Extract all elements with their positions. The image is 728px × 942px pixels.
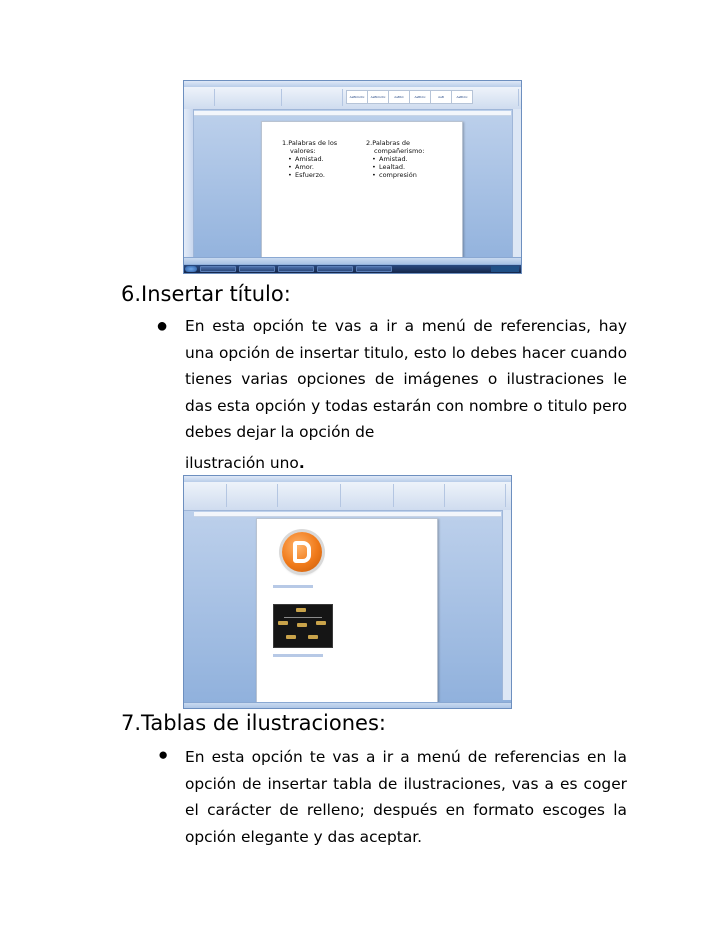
list-item: • Amistad. [379, 155, 456, 163]
vertical-scrollbar[interactable] [512, 109, 521, 257]
concept-map-image [273, 604, 333, 648]
section-6-heading: 6.Insertar título: [121, 282, 291, 306]
taskbar-item[interactable] [356, 266, 392, 272]
section-6-last-words: ilustración uno [185, 453, 299, 472]
col1-heading-line2: valores: [290, 147, 316, 155]
blogger-logo [282, 532, 322, 572]
section-6-text: En esta opción te vas a ir a menú de referencias, hay una opción de insertar titulo, esto lo debes hacer cuando tienes varias opciones de imágenes o ilustraciones le das esta opción y todas estarán con nombre o titulo pero debes dejar la opción de [185, 317, 627, 441]
col2-heading-line1: 2.Palabras de [366, 139, 410, 147]
taskbar-item[interactable] [317, 266, 353, 272]
caption-line [273, 585, 313, 588]
section-6-period: . [298, 453, 305, 472]
screenshot-word-columns [183, 80, 522, 274]
bullet-icon: ● [156, 315, 169, 337]
horizontal-ruler [194, 512, 501, 517]
section-6-last-line [185, 450, 627, 477]
document-page [261, 121, 463, 261]
section-7-heading: 7.Tablas de ilustraciones: [121, 711, 386, 735]
column-2 [366, 139, 456, 179]
ribbon-references-toolbar [184, 482, 511, 511]
windows-taskbar [184, 265, 521, 273]
screenshot-word-captions [183, 475, 512, 709]
col1-heading-line1: 1.Palabras de los [282, 139, 338, 147]
section-7-paragraph: En esta opción te vas a ir a menú de referencias en la opción de insertar tabla de ilustraciones, vas a es coger el carácter de relleno; después en formato escoges la opción elegante y das aceptar. [185, 748, 627, 846]
caption-line [273, 654, 323, 657]
taskbar-item[interactable] [239, 266, 275, 272]
vertical-ruler [184, 109, 194, 257]
start-button-icon[interactable] [185, 266, 197, 272]
document-page [256, 518, 438, 705]
list-item: • compresión [379, 171, 456, 179]
list-item: • Amor. [295, 163, 372, 171]
list-item: • Lealtad. [379, 163, 456, 171]
col2-heading-line2: compañerismo: [374, 147, 425, 155]
section-6-paragraph [185, 313, 627, 476]
taskbar-item[interactable] [200, 266, 236, 272]
status-bar [184, 702, 511, 709]
status-bar [184, 257, 521, 264]
list-item: • Amistad. [295, 155, 372, 163]
taskbar-clock [491, 266, 519, 272]
horizontal-ruler [194, 111, 511, 116]
column-1 [282, 139, 372, 179]
list-item: • Esfuerzo. [295, 171, 372, 179]
bullet-icon: ● [158, 745, 169, 764]
vertical-scrollbar[interactable] [502, 510, 511, 700]
taskbar-item[interactable] [278, 266, 314, 272]
ribbon-toolbar: AaBbCcDc AaBbCcDc AaBbC AaBbCc AaB AaBbCc [184, 87, 521, 110]
